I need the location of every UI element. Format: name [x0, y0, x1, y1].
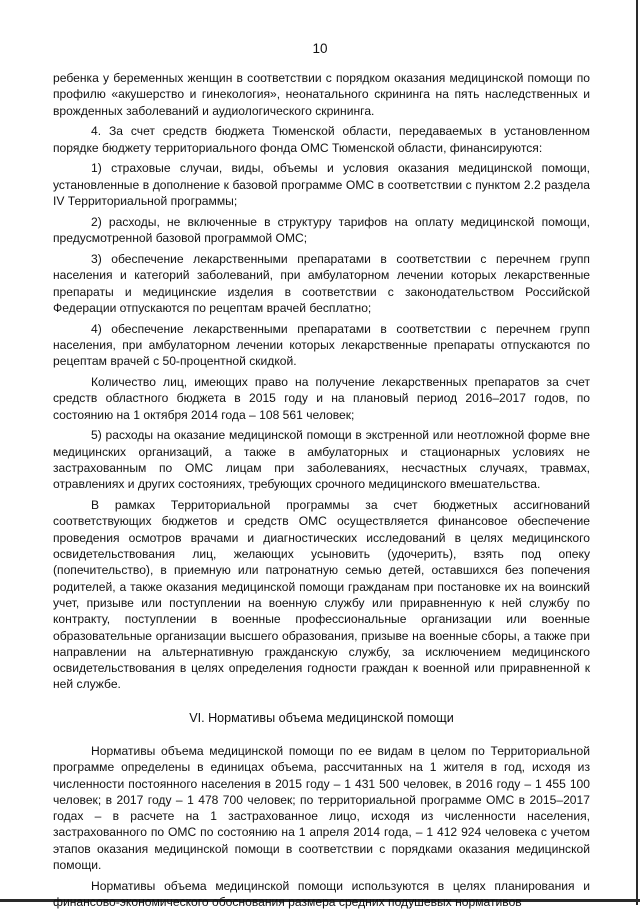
list-item-3: 3) обеспечение лекарственными препаратами в соответствии с перечнем групп населения и категорий заболеваний, при амбулаторном лечении которых лекарственные препараты и медицинские изделия в соответствии с законодательством Российской Федерации отпускаются по рецептам врачей бесплатно;	[53, 251, 590, 315]
paragraph: Нормативы объема медицинской помощи используются в целях планирования и финансово-экономического обоснования размера средних подушевых нормативов	[53, 878, 590, 910]
list-item-1: 1) страховые случаи, виды, объемы и условия оказания медицинской помощи, установленные в дополнение к базовой программе ОМС в соответствии с пунктом 2.2 раздела IV Территориальной программы;	[53, 161, 590, 209]
paragraph: В рамках Территориальной программы за счет бюджетных ассигнований соответствующих бюджетов и средств ОМС осуществляется финансовое обеспечение проведения осмотров врачами и диагностических исследований в целях медицинского освидетельствования лиц, желающих усыновить (удочерить), взять под опеку (попечительство), в приемную или патронатную семью детей, оставшихся без попечения родителей, а также оказания медицинской помощи гражданам при постановке их на воинский учет, призыве или поступлении на военную службу или приравненную к ней службу по контракту, поступлении в военные профессиональные организации или военные образовательные организации высшего образования, призыве на военные сборы, а также при направлении на альтернативную гражданскую службу, за исключением медицинского освидетельствования в целях определения годности граждан к военной или приравненной к ней службе.	[53, 498, 590, 692]
list-item-2: 2) расходы, не включенные в структуру тарифов на оплату медицинской помощи, предусмотренной базовой программой ОМС;	[53, 214, 590, 246]
list-item-4: 4) обеспечение лекарственными препаратами в соответствии с перечнем групп населения, при амбулаторном лечении которых лекарственные препараты отпускаются по рецептам врачей с 50-процентной скидкой.	[53, 321, 590, 369]
list-item-5: 5) расходы на оказание медицинской помощи в экстренной или неотложной форме вне медицинских организаций, а также в амбулаторных и стационарных условиях не застрахованным по ОМС лицам при заболеваниях, несчастных случаях, травмах, отравлениях и других состояниях, требующих срочного медицинского вмешательства.	[53, 428, 590, 492]
page-number: 10	[312, 41, 328, 56]
paragraph: Нормативы объема медицинской помощи по ее видам в целом по Территориальной программе определены в единицах объема, рассчитанных на 1 жителя в год, исходя из численности постоянного населения в 2015 году – 1 431 500 человек, в 2016 году – 1 455 100 человек; в 2017 году – 1 478 700 человек; по территориальной программе ОМС в 2015–2017 годах – в расчете на 1 застрахованное лицо, исходя из численности населения, застрахованного по ОМС по состоянию на 1 апреля 2014 года, – 1 412 924 человека с учетом этапов оказания медицинской помощи в соответствии с порядками оказания медицинской помощи.	[53, 743, 590, 873]
paragraph: ребенка у беременных женщин в соответствии с порядком оказания медицинской помощи по профилю «акушерство и гинекология», неонатального скрининга на пять наследственных и врожденных заболеваний и аудиологического скрининга.	[53, 71, 590, 118]
section-heading: VI. Нормативы объема медицинской помощи	[189, 710, 454, 725]
paragraph: 4. За счет средств бюджета Тюменской области, передаваемых в установленном порядке бюджету территориального фонда ОМС Тюменской области, финансируются:	[53, 124, 590, 155]
scan-edge-right	[636, 0, 638, 905]
document-body	[53, 70, 590, 915]
paragraph: Количество лиц, имеющих право на получение лекарственных препаратов за счет средств областного бюджета в 2015 году и на плановый период 2016–2017 годов, по состоянию на 1 октября 2014 года – 108 561 человек;	[53, 375, 590, 422]
